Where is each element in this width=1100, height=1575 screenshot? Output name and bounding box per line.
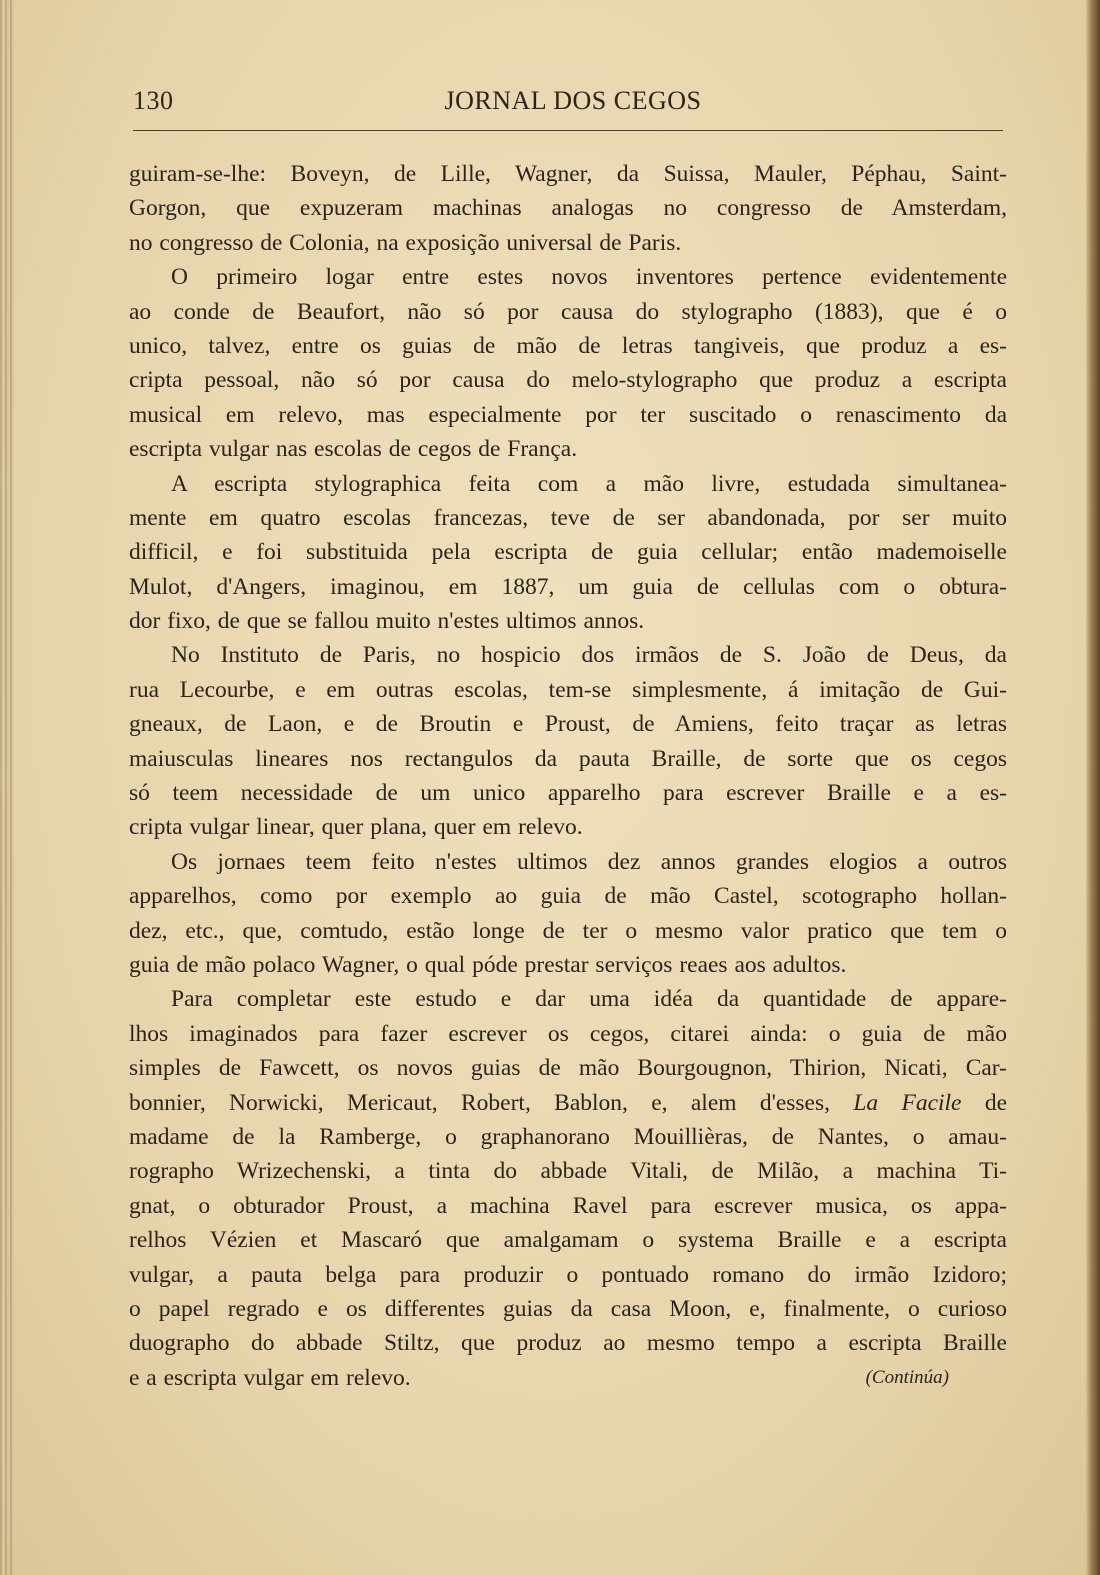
header-rule <box>133 130 1003 131</box>
continuation-note: (Continúa) <box>865 1366 949 1388</box>
text-line: gneaux, de Laon, e de Broutin e Proust, de Amiens, feito traçar as letras <box>129 711 1007 738</box>
text-line: no congresso de Colonia, na exposição universal de Paris. <box>129 229 682 256</box>
text-line: O primeiro logar entre estes novos inventores pertence evidentemente <box>171 264 1007 291</box>
text-line: Gorgon, que expuzeram machinas analogas no congresso de Amsterdam, <box>129 195 1007 222</box>
text-line: e a escripta vulgar em relevo. (Continúa) <box>129 1361 1007 1395</box>
body-text <box>129 157 1007 1395</box>
text-line: lhos imaginados para fazer escrever os cegos, citarei ainda: o guia de mão <box>129 1020 1007 1047</box>
text-line: rographo Wrizechenski, a tinta do abbade Vitali, de Milão, a machina Ti- <box>129 1158 1007 1185</box>
text-line: Os jornaes teem feito n'estes ultimos dez annos grandes elogios a outros <box>171 848 1007 875</box>
text-line: guiram-se-lhe: Boveyn, de Lille, Wagner, da Suissa, Mauler, Péphau, Saint- <box>129 161 1007 187</box>
text-line: dor fixo, de que se fallou muito n'estes ultimos annos. <box>129 608 645 635</box>
text-line: gnat, o obturador Proust, a machina Ravel para escrever musica, os appa- <box>129 1192 1007 1219</box>
text-line: Mulot, d'Angers, imaginou, em 1887, um guia de cellulas com o obtura- <box>129 573 1007 600</box>
text-line: unico, talvez, entre os guias de mão de letras tangiveis, que produz a es- <box>129 332 1007 359</box>
text-line: maiusculas lineares nos rectangulos da pauta Braille, de sorte que os cegos <box>129 745 1007 772</box>
page-binding <box>0 0 14 1575</box>
text-line: ao conde de Beaufort, não só por causa do stylographo (1883), que é o <box>129 298 1007 325</box>
text-line: apparelhos, como por exemplo ao guia de mão Castel, scotographo hollan- <box>129 883 1007 910</box>
text-line: duographo do abbade Stiltz, que produz ao mesmo tempo a escripta Braille <box>129 1330 1007 1357</box>
text-line: Para completar este estudo e dar uma idéa da quantidade de appare- <box>171 986 1007 1013</box>
text-line: cripta pessoal, não só por causa do melo-stylographo que produz a escripta <box>129 367 1007 394</box>
text-line: No Instituto de Paris, no hospicio dos irmãos de S. João de Deus, da <box>171 642 1007 669</box>
text-line: mente em quatro escolas francezas, teve de ser abandonada, por ser muito <box>129 504 1007 531</box>
text-line: difficil, e foi substituida pela escripta de guia cellular; então mademoiselle <box>129 539 1007 566</box>
text-line: vulgar, a pauta belga para produzir o pontuado romano do irmão Izidoro; <box>129 1261 1007 1288</box>
text-line: guia de mão polaco Wagner, o qual póde prestar serviços reaes aos adultos. <box>129 951 847 978</box>
text-line: madame de la Ramberge, o graphanorano Mouillièras, de Nantes, o amau- <box>129 1123 1007 1150</box>
running-title: JORNAL DOS CEGOS <box>444 86 702 115</box>
text-line: musical em relevo, mas especialmente por ter suscitado o renascimento da <box>129 401 1007 428</box>
page-edge <box>1086 0 1100 1575</box>
text-line: rua Lecourbe, e em outras escolas, tem-se simplesmente, á imitação de Gui- <box>129 676 1007 703</box>
text-line: relhos Vézien et Mascaró que amalgamam o systema Braille e a escripta <box>129 1227 1007 1254</box>
text-line: só teem necessidade de um unico apparelho para escrever Braille e a es- <box>129 780 1007 807</box>
page-number: 130 <box>133 86 174 115</box>
text-line: o papel regrado e os differentes guias da casa Moon, e, finalmente, o curioso <box>129 1295 1007 1322</box>
text-line: A escripta stylographica feita com a mão livre, estudada simultanea- <box>171 470 1007 497</box>
text-line: bonnier, Norwicki, Mericaut, Robert, Bablon, e, alem d'esses, La Facile de <box>129 1089 1007 1116</box>
text-line: dez, etc., que, comtudo, estão longe de ter o mesmo valor pratico que tem o <box>129 917 1007 944</box>
text-line: simples de Fawcett, os novos guias de mão Bourgougnon, Thirion, Nicati, Car- <box>129 1055 1007 1082</box>
text-line: escripta vulgar nas escolas de cegos de França. <box>129 436 578 463</box>
text-line: cripta vulgar linear, quer plana, quer em relevo. <box>129 814 583 841</box>
page-header <box>133 86 1003 126</box>
